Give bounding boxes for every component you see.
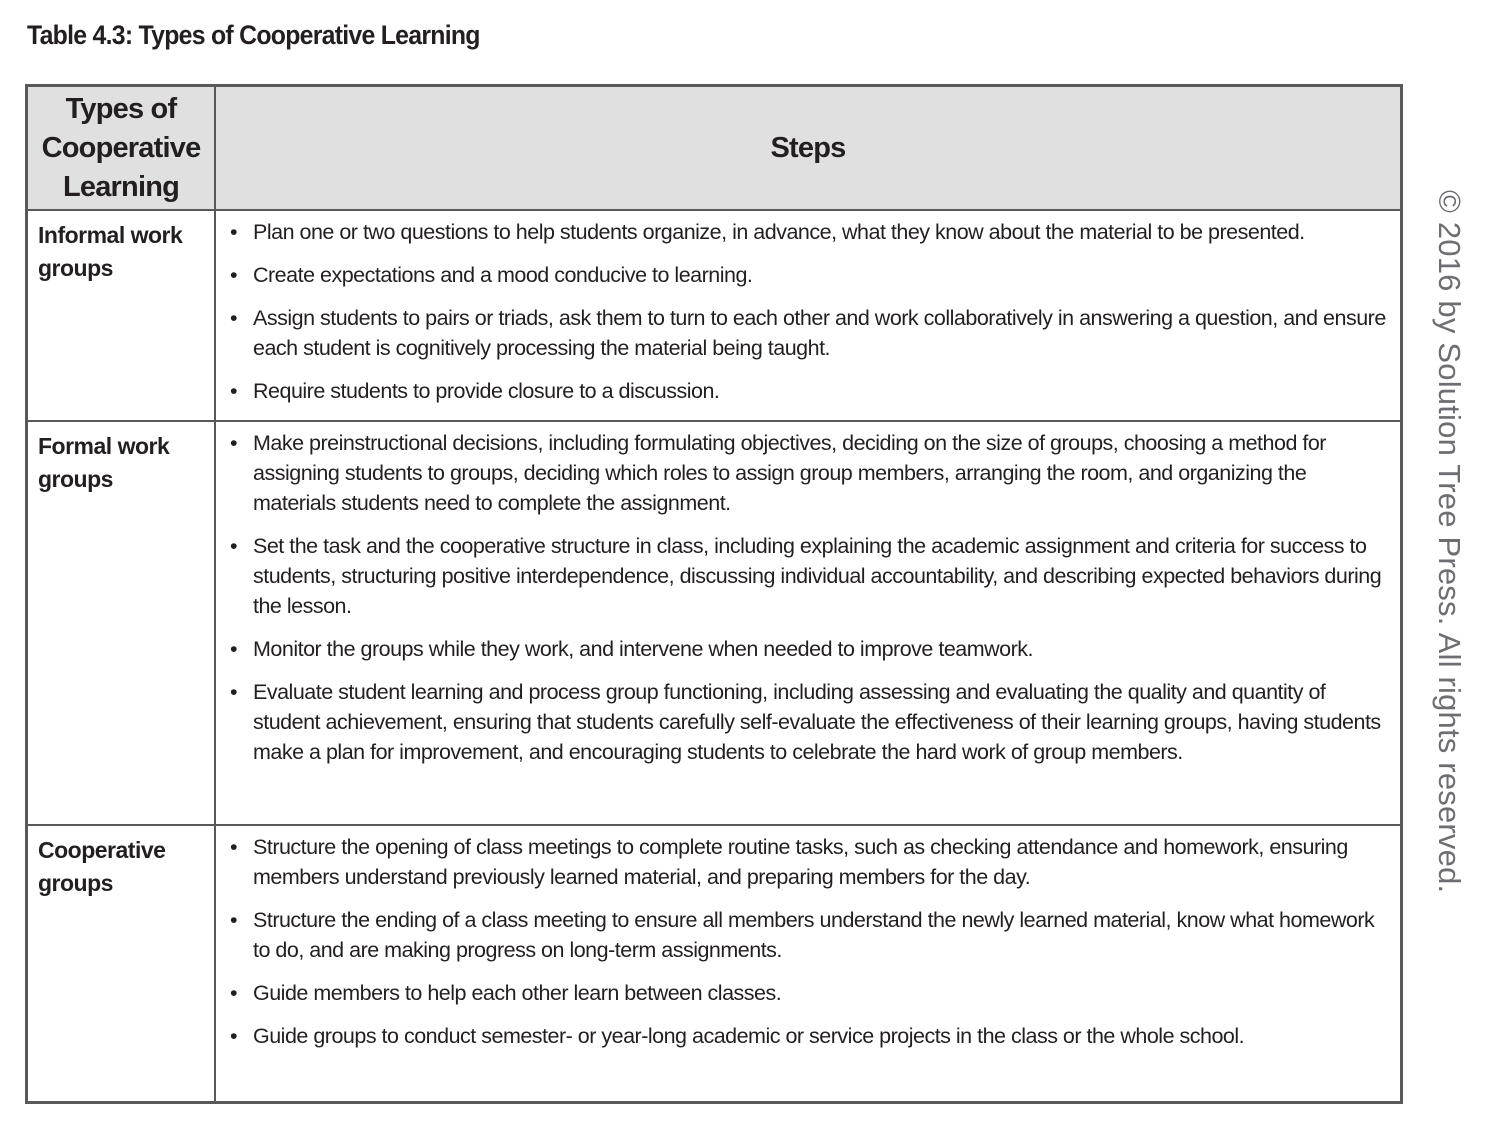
steps-list <box>230 217 1390 406</box>
header-types: Types of Cooperative Learning <box>27 86 216 211</box>
type-cell: Informal work groups <box>27 210 216 421</box>
step-item: • Structure the opening of class meetings to complete routine tasks, such as checking attendance and homework, ensuring members understand previously learned material, and preparing members for the day. <box>230 832 1390 892</box>
copyright-notice: © 2016 by Solution Tree Press. All rights reserved. <box>1432 190 1467 894</box>
step-item: • Set the task and the cooperative structure in class, including explaining the academic assignment and criteria for success to students, structuring positive interdependence, discussing individual accountability, and describing expected behaviors during the lesson. <box>230 531 1390 621</box>
step-item: • Monitor the groups while they work, and intervene when needed to improve teamwork. <box>230 634 1390 664</box>
step-item: • Create expectations and a mood conducive to learning. <box>230 260 1390 290</box>
type-cell: Formal work groups <box>27 421 216 825</box>
table-title: Table 4.3: Types of Cooperative Learning <box>27 20 480 50</box>
steps-cell <box>215 421 1402 825</box>
step-item: • Guide members to help each other learn between classes. <box>230 978 1390 1008</box>
table-row <box>27 421 1402 825</box>
step-item: • Evaluate student learning and process group functioning, including assessing and evaluating the quality and quantity of student achievement, ensuring that students carefully self-evaluate the effectiveness of their learning groups, having students make a plan for improvement, and encouraging students to celebrate the hard work of group members. <box>230 677 1390 767</box>
header-steps: Steps <box>215 86 1402 211</box>
step-item: • Structure the ending of a class meeting to ensure all members understand the newly learned material, know what homework to do, and are making progress on long-term assignments. <box>230 905 1390 965</box>
cooperative-learning-table <box>25 84 1403 1104</box>
table-row <box>27 825 1402 1102</box>
type-cell: Cooperative groups <box>27 825 216 1102</box>
step-item: • Make preinstructional decisions, including formulating objectives, deciding on the size of groups, choosing a method for assigning students to groups, deciding which roles to assign group members, arranging the room, and organizing the materials students need to complete the assignment. <box>230 428 1390 518</box>
step-item: • Guide groups to conduct semester- or year-long academic or service projects in the class or the whole school. <box>230 1021 1390 1051</box>
steps-list <box>230 832 1390 1051</box>
steps-cell <box>215 210 1402 421</box>
step-item: • Require students to provide closure to a discussion. <box>230 376 1390 406</box>
step-item: • Plan one or two questions to help students organize, in advance, what they know about the material to be presented. <box>230 217 1390 247</box>
steps-cell <box>215 825 1402 1102</box>
table-row <box>27 210 1402 421</box>
step-item: • Assign students to pairs or triads, ask them to turn to each other and work collaboratively in answering a question, and ensure each student is cognitively processing the material being taught. <box>230 303 1390 363</box>
steps-list <box>230 428 1390 767</box>
